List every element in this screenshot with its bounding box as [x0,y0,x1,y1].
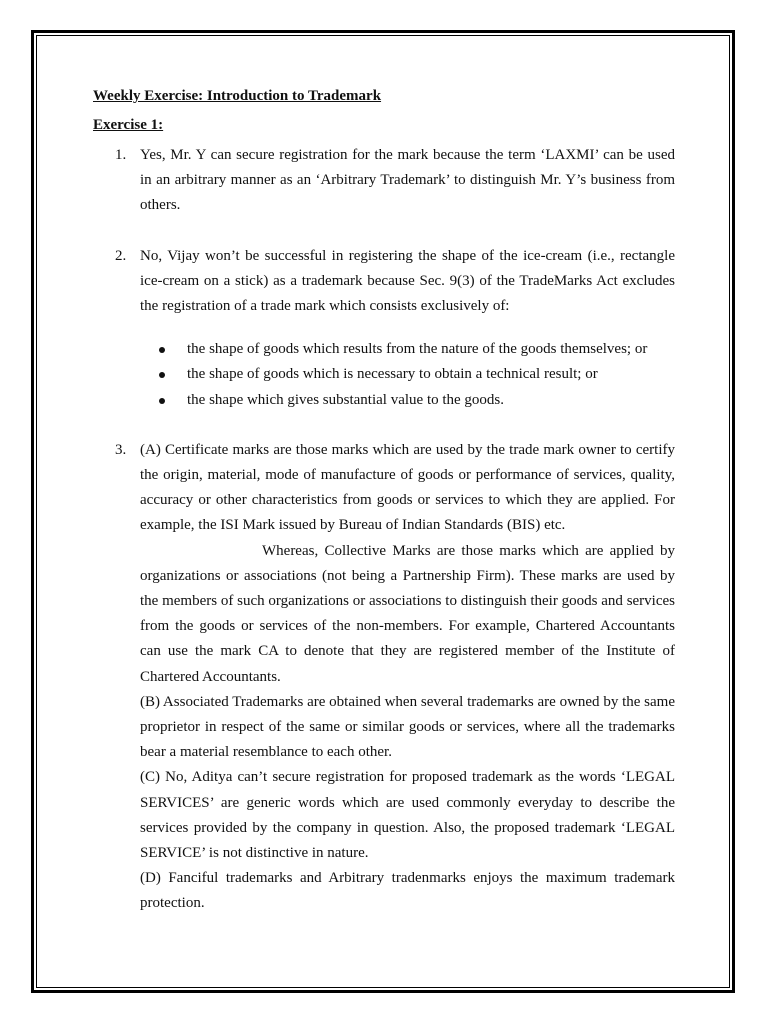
document-title: Weekly Exercise: Introduction to Trademark [93,88,382,104]
bullet-list [140,337,675,413]
document-body [93,86,675,917]
exercise-heading: Exercise 1: [93,117,164,133]
answer-paragraph-collective-marks: Whereas, Collective Marks are those marks which are applied by organizations or associations (not being a Partnership Firm). These marks are used by the members of such organizations or associations to distinguish their goods and services from the goods or services of the non-members. For example, Chartered Accountants can use the mark CA to denote that they are registered member of the Institute of Chartered Accountants. [140,542,675,685]
answer-item [93,143,675,219]
bullet-text: the shape which gives substantial value to the goods. [187,391,505,408]
answer-item [93,438,675,917]
bullet-text: the shape of goods which results from the nature of the goods themselves; or [187,341,648,358]
answer-number: 3. [115,441,127,458]
answer-paragraph-certificate-marks: (A) Certificate marks are those marks which are used by the trade mark owner to certify the origin, material, mode of manufacture of goods or performance of services, quality, accuracy or other characteristics from goods or services to which they are applied. For example, the ISI Mark issued by Bureau of Indian Standards (BIS) etc. [140,441,675,534]
bullet-icon [159,347,165,353]
answer-paragraph-legal-services: (C) No, Aditya can’t secure registration for proposed trademark as the words ‘LEGAL SERVICES’ are generic words which are used commonly everyday to describe the services provided by the company in question. Also, the proposed trademark ‘LEGAL SERVICE’ is not distinctive in nature. [140,769,675,862]
answer-number: 1. [115,147,127,163]
bullet-text: the shape of goods which is necessary to obtain a technical result; or [187,366,598,383]
bullet-item [140,337,675,362]
answer-paragraph-fanciful-trademarks: (D) Fanciful trademarks and Arbitrary tradenmarks enjoys the maximum trademark protection. [140,870,675,912]
answer-paragraph: Yes, Mr. Y can secure registration for the mark because the term ‘LAXMI’ can be used in an arbitrary manner as an ‘Arbitrary Trademark’ to distinguish Mr. Y’s business from others. [140,147,675,214]
bullet-item [140,388,675,413]
answer-paragraph: No, Vijay won’t be successful in registering the shape of the ice-cream (i.e., rectangle ice-cream on a stick) as a trademark because Sec. 9(3) of the TradeMarks Act excludes the registration of a trade mark which consists exclusively of: [140,247,675,315]
bullet-item [140,362,675,387]
answer-item [93,244,675,413]
answer-list [93,143,675,917]
bullet-icon [159,372,165,378]
answer-paragraph-associated-trademarks: (B) Associated Trademarks are obtained when several trademarks are owned by the same proprietor in respect of the same or similar goods or services, where all the trademarks bear a material resemblance to each other. [140,693,675,761]
answer-number: 2. [115,247,127,264]
bullet-icon [159,398,165,404]
